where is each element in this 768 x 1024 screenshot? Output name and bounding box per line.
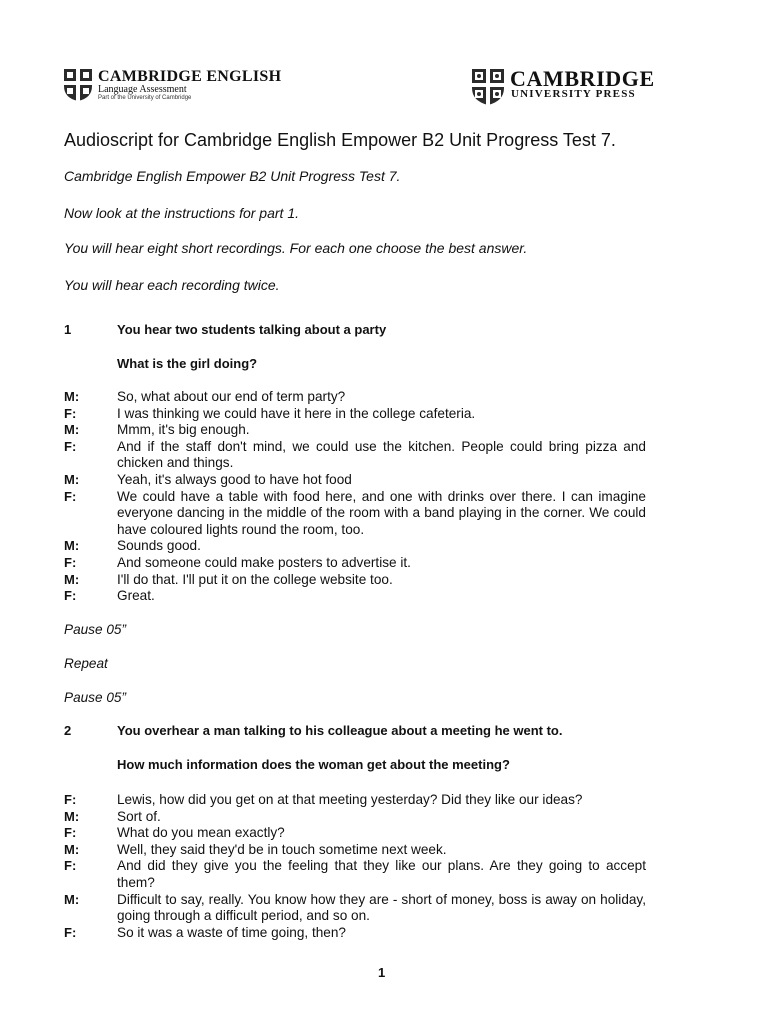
speaker-label: M: <box>64 571 80 587</box>
question-number: 2 <box>64 723 72 738</box>
dialogue-line <box>64 538 646 555</box>
dialogue-line <box>64 809 646 826</box>
dialogue-line <box>64 472 646 489</box>
press-logo-subtitle: UNIVERSITY PRESS <box>511 88 636 100</box>
speaker-label: M: <box>64 389 80 404</box>
pause-instruction: Pause 05” <box>64 622 126 637</box>
dialogue-line <box>64 406 646 423</box>
document-title: Audioscript for Cambridge English Empower B2 Unit Progress Test 7. <box>64 130 616 150</box>
speaker-label: M: <box>64 471 80 487</box>
dialogue-2 <box>64 792 646 941</box>
dialogue-line <box>64 389 646 406</box>
line-text: I was thinking we could have it here in the college cafeteria. <box>117 405 476 421</box>
line-text: Lewis, how did you get on at that meeting yesterday? Did they like our ideas? <box>117 792 583 807</box>
press-logo-title: CAMBRIDGE <box>510 66 655 91</box>
speaker-label: M: <box>64 538 80 554</box>
line-text: Well, they said they'd be in touch sometime next week. <box>117 841 447 857</box>
dialogue-line <box>64 925 646 942</box>
dialogue-line <box>64 422 646 439</box>
logo-title: CAMBRIDGE ENGLISH <box>98 68 282 85</box>
speaker-label: M: <box>64 841 80 857</box>
line-text: Sort of. <box>117 808 161 824</box>
line-text: And did they give you the feeling that they like our plans. Are they going to accept them? <box>117 858 646 890</box>
speaker-label: F: <box>64 924 77 940</box>
dialogue-line <box>64 792 646 809</box>
pause-instruction: Pause 05” <box>64 690 126 705</box>
repeat-instruction: Repeat <box>64 656 108 671</box>
speaker-label: F: <box>64 438 77 454</box>
intro-line: Now look at the instructions for part 1. <box>64 205 299 221</box>
line-text: Mmm, it's big enough. <box>117 422 250 438</box>
speaker-label: M: <box>64 422 80 438</box>
line-text: Yeah, it's always good to have hot food <box>117 471 352 487</box>
logo-subtitle: Language Assessment <box>98 84 187 95</box>
speaker-label: F: <box>64 858 77 874</box>
line-text: We could have a table with food here, and one with drinks over there. I can imagine everyone dancing in the middle of the room with a band playing in the corner. We could have coloured lights round the room, too. <box>117 488 646 537</box>
dialogue-line <box>64 588 646 605</box>
speaker-label: F: <box>64 405 77 421</box>
dialogue-line <box>64 572 646 589</box>
line-text: And someone could make posters to advertise it. <box>117 554 411 570</box>
question-context: You hear two students talking about a party <box>117 322 387 337</box>
speaker-label: F: <box>64 825 77 841</box>
line-text: What do you mean exactly? <box>117 825 285 841</box>
line-text: I'll do that. I'll put it on the college website too. <box>117 571 393 587</box>
line-text: So it was a waste of time going, then? <box>117 924 346 940</box>
logo-note: Part of the University of Cambridge <box>98 95 192 101</box>
speaker-label: F: <box>64 792 77 807</box>
dialogue-line <box>64 555 646 572</box>
dialogue-line <box>64 858 646 891</box>
intro-line: You will hear eight short recordings. For each one choose the best answer. <box>64 240 528 256</box>
dialogue-line <box>64 892 646 925</box>
line-text: And if the staff don't mind, we could use the kitchen. People could bring pizza and chicken and things. <box>117 438 646 471</box>
line-text: Sounds good. <box>117 538 201 554</box>
cambridge-crest-icon <box>63 68 93 102</box>
intro-line: Cambridge English Empower B2 Unit Progress Test 7. <box>64 168 401 184</box>
dialogue-line <box>64 439 646 472</box>
question-prompt: What is the girl doing? <box>117 356 258 371</box>
dialogue-1 <box>64 389 646 605</box>
speaker-label: M: <box>64 808 80 824</box>
cambridge-shield-icon <box>471 68 505 106</box>
line-text: Great. <box>117 588 155 604</box>
dialogue-line <box>64 825 646 842</box>
dialogue-line <box>64 842 646 859</box>
question-number: 1 <box>64 322 72 337</box>
page-number: 1 <box>378 965 386 980</box>
line-text: So, what about our end of term party? <box>117 389 346 404</box>
question-context: You overhear a man talking to his colleague about a meeting he went to. <box>117 723 563 738</box>
line-text: Difficult to say, really. You know how they are - short of money, boss is away on holiday, going through a difficult period, and so on. <box>117 891 646 924</box>
speaker-label: F: <box>64 554 77 570</box>
question-prompt: How much information does the woman get about the meeting? <box>117 757 510 772</box>
speaker-label: F: <box>64 488 77 504</box>
dialogue-line <box>64 489 646 539</box>
intro-line: You will hear each recording twice. <box>64 277 280 293</box>
speaker-label: M: <box>64 891 80 907</box>
speaker-label: F: <box>64 588 77 604</box>
